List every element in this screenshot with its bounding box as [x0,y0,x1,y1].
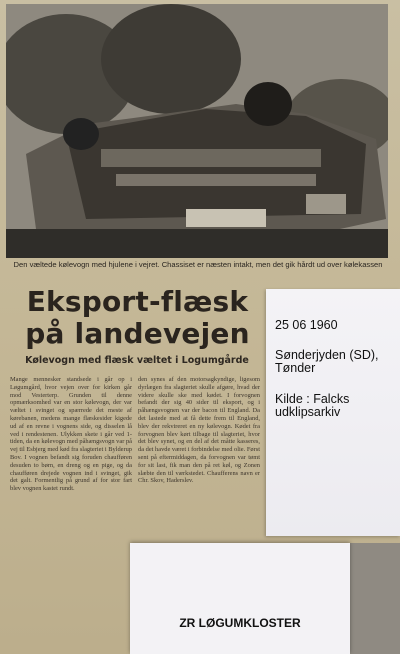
station-label-card [130,543,350,654]
article-headline: Eksport-flæsk på landevejen [25,285,250,350]
source-credit: Kilde : Falcks udklipsarkiv [275,392,350,419]
newspaper-name: Sønderjyden (SD), Tønder [275,348,379,375]
photo-caption: Den væltede kølevogn med hjulene i vejret. Chassiset er næsten intakt, men det gik hårdt ud over kølekassen [13,260,383,269]
article-column-1: Mange mennesker standsede i går op i Løgumgård, hvor vejen over for kirken går mod Vesterterp. Grunden til denne opmærksomhed var en stor kølevogn, der var væltet i svinget og spærrede det meste af kørebanen, medens mange flæskesider kigede ud af en revne i vognens side, og disselen lå ved i rendestenen. Ulykken skete i går ved 1-tiden, da en kølevogn med påhængsvogn var på vej til Esbjerg med kød fra slagteriet i Bylderup Bov. I vognen befandt sig foruden chaufføren desuden to børn, en dreng og en pige, og da chaufføren drejede vognen ind i svinget, gik det galt. Formentlig på grund af for stor fart blev vognen kastet rundt. [10,376,132,493]
accident-photo [6,4,388,258]
station-label: ZR LØGUMKLOSTER [179,616,301,630]
overturned-truck-illustration [6,4,388,258]
article-subheadline: Kølevogn med flæsk væltet i Logumgårde [25,355,249,366]
article-column-2: den synes af den motorsagkyndige, ligesom dyrlægen fra slagteriet skulle afgøre, hvad der videre skulle ske med kødet. I forvognen befandt der sig 40 sider til eksport, og i påhængsvognen var der bacon til England. Da det lastede med at få dette frem til England, blev der rekvireret en ny kølevogn. Kødet fra forvognen blev kørt tilbage til slagteriet, hvor det blev synet, og en del af det måtte kasseres, da det havde været i forbindelse med olie. Først sent på eftermiddagen, da forvognen var tømt for sit last, fik man den på ret køl, og Zonen slæbte den til værkstedet. Chaufferens navn er Chr. Skov, Haderslev. [138,376,260,485]
background-corner [350,543,400,654]
archive-note-card [266,289,400,536]
publication-date: 25 06 1960 [275,318,338,332]
